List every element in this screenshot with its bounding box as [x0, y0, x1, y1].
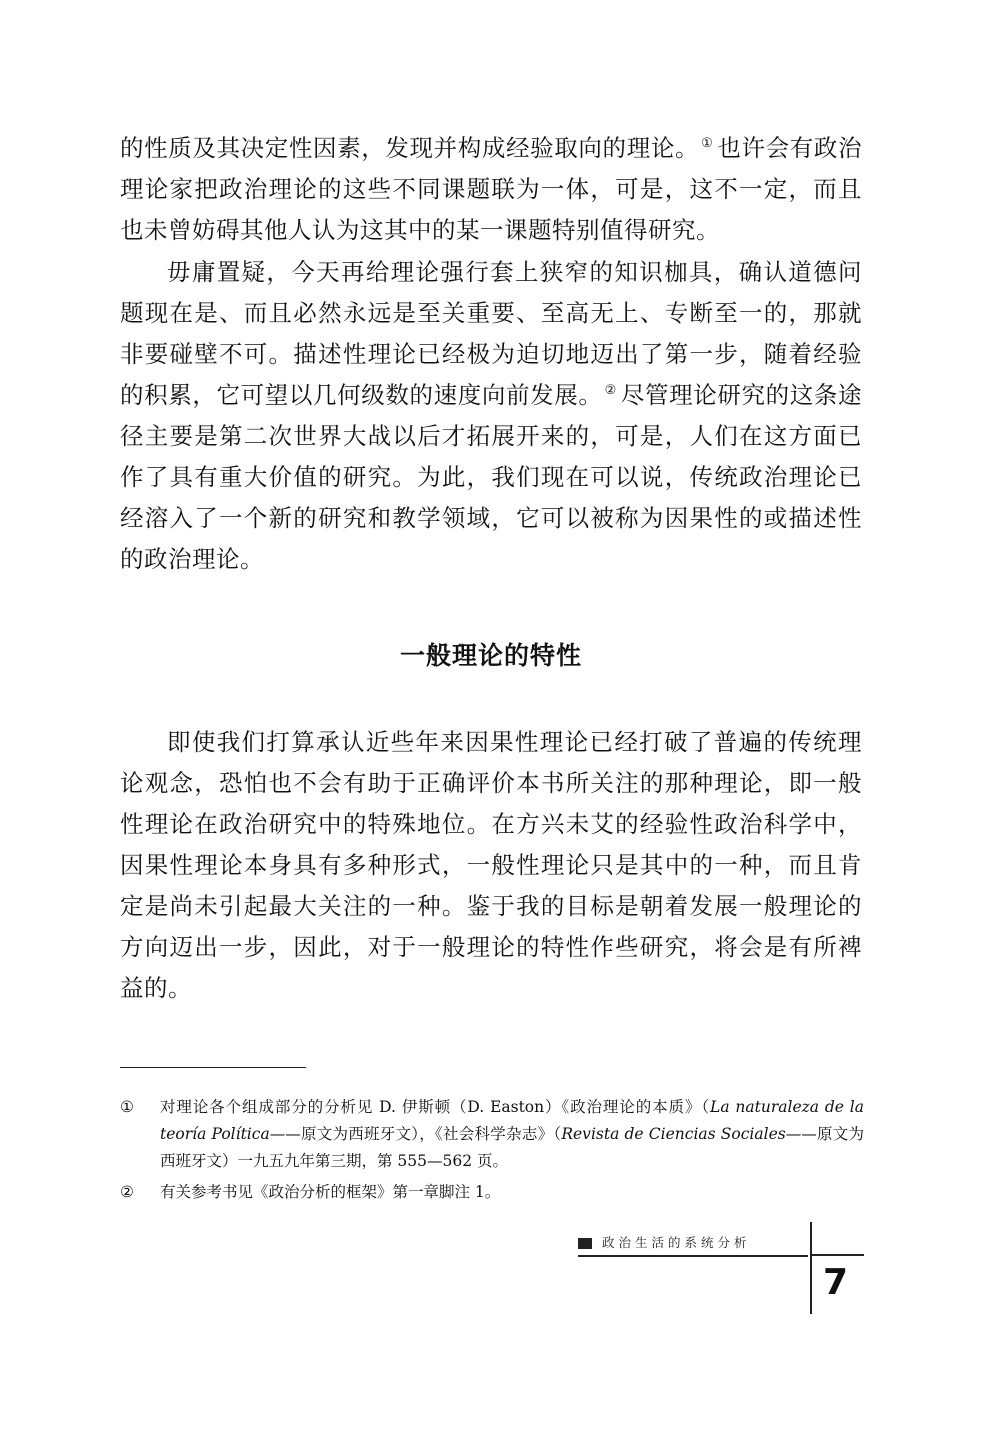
footnote-divider: [120, 1067, 306, 1068]
footer-vertical-rule: [810, 1222, 812, 1314]
footnote-text: 有关参考书见《政治分析的框架》第一章脚注 1。: [160, 1183, 501, 1201]
section-heading: 一般理论的特性: [399, 641, 582, 670]
footnote-1: [120, 1094, 864, 1175]
footnote-mark: ①: [120, 1098, 134, 1116]
paragraph-continued: [120, 128, 862, 251]
footnote-2: [120, 1179, 864, 1206]
footnote-mark: ②: [120, 1183, 134, 1201]
paragraph-descriptive-theory: [120, 252, 862, 580]
running-footer: [578, 1233, 808, 1257]
footnote-text: ——原文为西班牙文）一九五九年第三期，第 555—562 页。: [160, 1125, 864, 1170]
footnote-text: 对理论各个组成部分的分析见 D. 伊斯顿（D. Easton）《政治理论的本质》（: [160, 1098, 711, 1116]
footer-block-icon: [578, 1238, 592, 1249]
footnote-reference-2[interactable]: ②: [604, 383, 617, 399]
paragraph-general-theory: [120, 722, 862, 1009]
footnote-italic-title: Revista de Ciencias Sociales: [561, 1125, 786, 1143]
paragraph-text: 尽管理论研究的这条途径主要是第二次世界大战以后才拓展开来的，可是，人们在这方面已作了具有重大价值的研究。为此，我们现在可以说，传统政治理论已经溶入了一个新的研究和教学领域，它可以被称为因果性的或描述性的政治理论。: [120, 381, 863, 573]
paragraph-text: 的性质及其决定性因素，发现并构成经验取向的理论。: [120, 134, 700, 162]
footnote-italic-title: La naturaleza de la teoría Política: [160, 1098, 864, 1143]
paragraph-text: 也许会有政治理论家把政治理论的这些不同课题联为一体，可是，这不一定，而且也未曾妨碍其他人认为这其中的某一课题特别值得研究。: [120, 134, 863, 244]
footnote-text: ——原文为西班牙文），《社会科学杂志》（: [269, 1125, 562, 1143]
page-number: 7: [823, 1262, 849, 1303]
footnotes: [120, 1094, 864, 1210]
running-title: 政治生活的系统分析: [602, 1235, 751, 1250]
footnote-reference-1[interactable]: ①: [701, 136, 714, 152]
paragraph-text: 即使我们打算承认近些年来因果性理论已经打破了普遍的传统理论观念，恐怕也不会有助于正确评价本书所关注的那种理论，即一般性理论在政治研究中的特殊地位。在方兴未艾的经验性政治科学中，因果性理论本身具有多种形式，一般性理论只是其中的一种，而且肯定是尚未引起最大关注的一种。鉴于我的目标是朝着发展一般理论的方向迈出一步，因此，对于一般理论的特性作些研究，将会是有所裨益的。: [120, 728, 862, 1002]
footer-horizontal-rule: [812, 1254, 864, 1256]
paragraph-text: 毋庸置疑，今天再给理论强行套上狭窄的知识枷具，确认道德问题现在是、而且必然永远是至关重要、至高无上、专断至一的，那就非要碰壁不可。描述性理论已经极为迫切地迈出了第一步，随着经验的积累，它可望以几何级数的速度向前发展。: [120, 258, 862, 409]
